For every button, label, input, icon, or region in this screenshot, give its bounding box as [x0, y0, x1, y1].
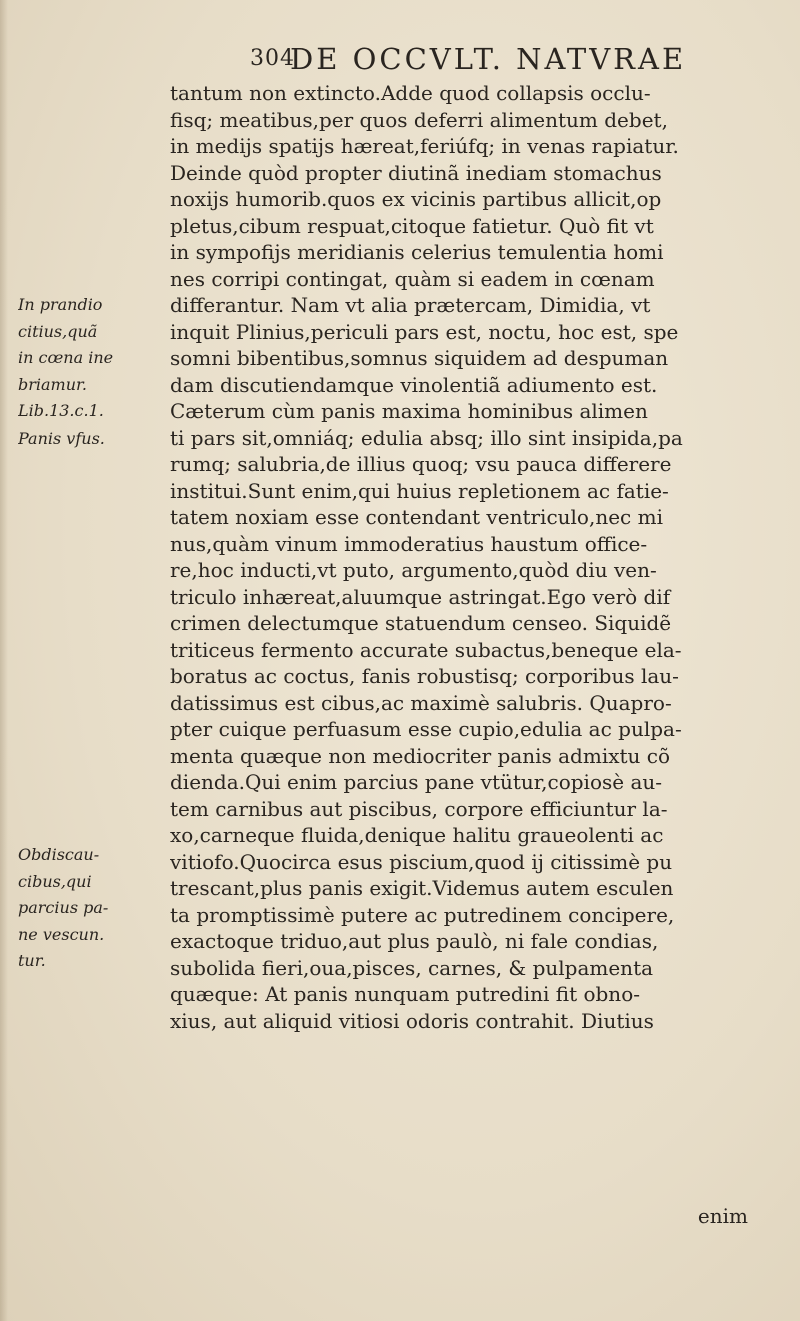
margin-note-line: Panis vfus.	[18, 429, 105, 448]
text-line: boratus ac coctus, fanis robustisq; corporibus lau-	[170, 664, 679, 688]
text-line: tantum non extincto.Adde quod collapsis occlu-	[170, 81, 651, 105]
text-line: somni bibentibus,somnus siquidem ad despuman	[170, 346, 669, 370]
margin-note-line: in cœna ine	[18, 348, 114, 367]
text-line: fisq; meatibus,per quos deferri alimentum debet,	[170, 107, 668, 132]
text-line: datissimus est cibus,ac maximè salubris. Quapro-	[170, 690, 672, 715]
text-line: re,hoc inducti,vt puto, argumento,quòd diu ven-	[170, 558, 657, 582]
running-title: DE OCCVLT. NATVRAE	[290, 42, 687, 76]
text-line: rumq; salubria,de illius quoq; vsu pauca differere	[170, 452, 672, 476]
text-line: triticeus fermento accurate subactus,beneque ela-	[170, 637, 682, 662]
text-line: tem carnibus aut piscibus, corpore efficiuntur la-	[170, 796, 668, 821]
margin-note-line: In prandio	[18, 295, 103, 314]
text-line: nus,quàm vinum immoderatius haustum office-	[170, 531, 648, 556]
margin-note-line: parcius pa-	[18, 898, 109, 917]
text-line: crimen delectumque statuendum censeo. Siquidẽ	[170, 611, 672, 635]
text-line: in sympofijs meridianis celerius temulentia homi	[170, 240, 664, 264]
text-line: tatem noxiam esse contendant ventriculo,nec mi	[170, 505, 663, 529]
page-gutter-shadow	[0, 0, 8, 1321]
text-line: ti pars sit,omniáq; edulia absq; illo sint insipida,pa	[170, 425, 683, 450]
margin-note-line: briamur.	[18, 374, 87, 394]
text-line: pletus,cibum respuat,citoque fatietur. Quò fit vt	[170, 213, 654, 238]
text-line: xo,carneque fluida,denique halitu graueolenti ac	[170, 823, 664, 847]
text-line: xius, aut aliquid vitiosi odoris contrahit. Diutius	[170, 1008, 654, 1033]
text-line: triculo inhæreat,aluumque astringat.Ego verò dif	[170, 584, 671, 609]
margin-note-line: citius,quã	[18, 321, 98, 341]
text-line: subolida fieri,oua,pisces, carnes, & pulpamenta	[170, 955, 654, 980]
margin-note-line: Obdiscau-	[18, 845, 100, 864]
text-line: noxijs humorib.quos ex vicinis partibus allicit,op	[170, 187, 662, 211]
text-line: menta quæque non mediocriter panis admixtu cõ	[170, 743, 671, 768]
text-line: inquit Plinius,periculi pars est, noctu, hoc est, spe	[170, 319, 679, 344]
text-line: Cæterum cùm panis maxima hominibus alimen	[170, 399, 648, 423]
main-text-block	[170, 80, 780, 1034]
catchword: enim	[697, 1204, 748, 1228]
margin-note-panis	[18, 426, 168, 453]
text-line: exactoque triduo,aut plus paulò, ni fale condias,	[170, 929, 659, 953]
margin-note-line: ne vescun.	[18, 924, 105, 944]
text-line: vitiofo.Quocirca esus piscium,quod ij citissimè pu	[170, 849, 673, 874]
margin-note-obdiscau	[18, 842, 168, 975]
margin-note-line: cibus,qui	[18, 871, 92, 891]
text-line: trescant,plus panis exigit.Videmus autem esculen	[170, 876, 674, 900]
text-line: institui.Sunt enim,qui huius repletionem ac fatie-	[170, 478, 669, 503]
page-header	[250, 42, 770, 82]
margin-note-line: tur.	[18, 951, 46, 970]
text-line: quæque: At panis nunquam putredini fit obno-	[170, 982, 640, 1006]
page-number: 304	[250, 46, 295, 71]
text-line: ta promptissimè putere ac putredinem concipere,	[170, 902, 675, 927]
text-line: nes corripi contingat, quàm si eadem in cœnam	[170, 266, 655, 291]
margin-note-prandio	[18, 292, 168, 425]
text-line: in medijs spatijs hæreat,feriúfq; in venas rapiatur.	[170, 134, 679, 158]
text-line: dam discutiendamque vinolentiã adiumento est.	[170, 372, 658, 397]
text-line: dienda.Qui enim parcius pane vtütur,copiosè au-	[170, 770, 663, 794]
text-line: differantur. Nam vt alia prætercam, Dimidia, vt	[170, 293, 651, 317]
margin-note-line: Lib.13.c.1.	[18, 401, 104, 420]
text-line: pter cuique perfuasum esse cupio,edulia ac pulpa-	[170, 717, 682, 741]
text-line: Deinde quòd propter diutinã inediam stomachus	[170, 160, 662, 185]
